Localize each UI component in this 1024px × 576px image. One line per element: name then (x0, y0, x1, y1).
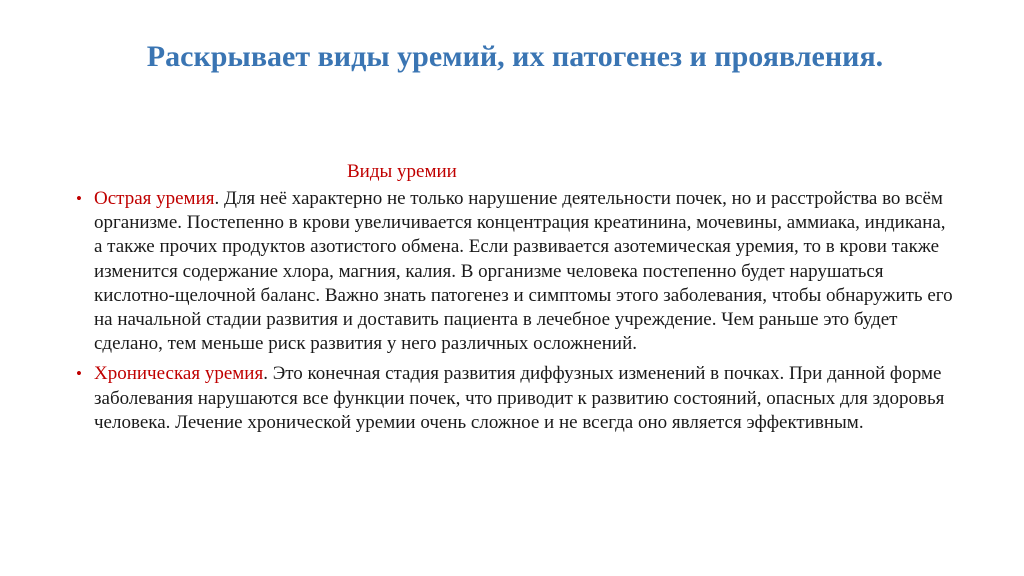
item-text: . Для неё характерно не только нарушение деятельности почек, но и расстройства во всём организме. Постепенно в крови увеличивается концентрация креатинина, мочевины, аммиака, индикана, а также прочих продуктов азотистого обмена. Если развивается азотемическая уремия, то в крови также изменится содержание хлора, магния, калия. В организме человека постепенно будет нарушаться кислотно-щелочной баланс. Важно знать патогенез и симптомы этого заболевания, чтобы обнаружить его на начальной стадии развития и доставить пациента в лечебное учреждение. Чем раньше это будет сделано, тем меньше риск развития у него различных осложнений. (94, 188, 953, 355)
bullet-icon: • (76, 364, 82, 384)
bullet-list (74, 187, 954, 441)
list-item (74, 362, 954, 435)
term-chronic-uremia: Хроническая уремия (94, 363, 264, 385)
item-text: . Это конечная стадия развития диффузных изменений в почках. При данной форме заболевания нарушаются все функции почек, что приводит к развитию состояний, опасных для здоровья человека. Лечение хронической уремии очень сложное и не всегда оно является эффективным. (94, 363, 945, 433)
term-acute-uremia: Острая уремия (94, 188, 215, 209)
slide-title: Раскрывает виды уремий, их патогенез и проявления. (146, 40, 884, 73)
list-item (74, 187, 954, 356)
section-subtitle: Виды уремии (347, 161, 457, 182)
bullet-icon: • (76, 189, 82, 208)
